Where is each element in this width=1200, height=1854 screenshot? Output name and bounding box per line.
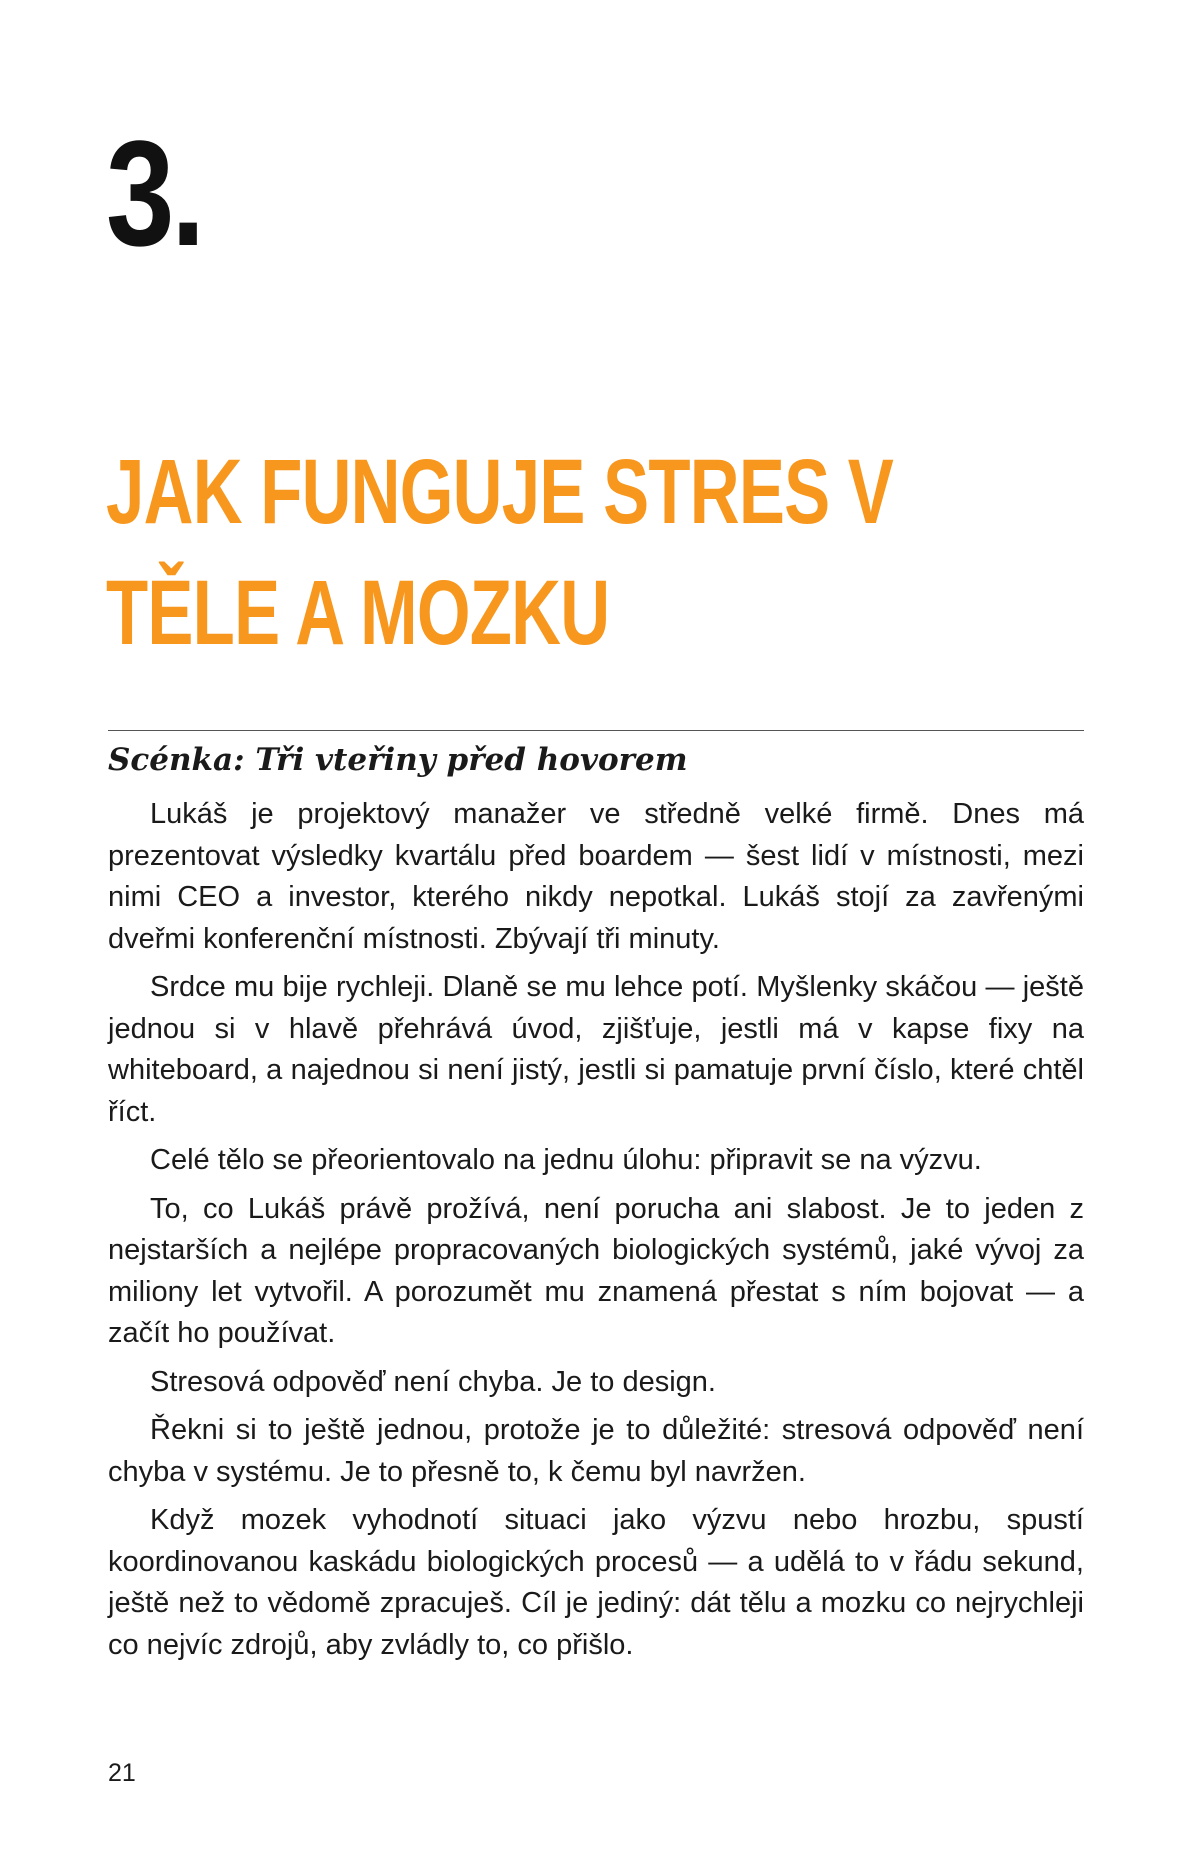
chapter-title-line-2: TĚLE A MOZKU xyxy=(106,562,610,664)
page-number: 21 xyxy=(108,1759,136,1787)
section-divider xyxy=(108,730,1084,731)
paragraph-4: To, co Lukáš právě prožívá, není porucha ani slabost. Je to jeden z nejstarších a nejlépe propracovaných biologických systémů, jaké vývoj za miliony let vytvořil. A porozumět mu znamená přestat s ním bojovat — a začít ho používat. xyxy=(108,1192,1084,1349)
paragraph-1: Lukáš je projektový manažer ve středně velké firmě. Dnes má prezentovat výsledky kvartálu před boardem — šest lidí v místnosti, mezi nimi CEO a investor, kterého nikdy nepotkal. Lukáš stojí za zavřenými dveřmi konferenční místnosti. Zbývají tři minuty. xyxy=(108,798,1084,955)
paragraph-2: Srdce mu bije rychleji. Dlaně se mu lehce potí. Myšlenky skáčou — ještě jednou si v hlavě přehrává úvod, zjišťuje, jestli má v kapse fixy na whiteboard, a najednou si není jistý, jestli si pamatuje první číslo, které chtěl říct. xyxy=(108,971,1084,1128)
chapter-number: 3. xyxy=(106,109,203,277)
chapter-title xyxy=(106,432,1006,674)
paragraph-6: Řekni si to ještě jednou, protože je to důležité: stresová odpověď není chyba v systému. Je to přesně to, k čemu byl navržen. xyxy=(108,1414,1084,1488)
section-heading: Scénka: Tři vteřiny před hovorem xyxy=(108,742,688,778)
chapter-title-line-1: JAK FUNGUJE STRES V xyxy=(106,441,894,543)
paragraph-7: Když mozek vyhodnotí situaci jako výzvu nebo hrozbu, spustí koordinovanou kaskádu biologických procesů — a udělá to v řádu sekund, ještě než to vědomě zpracuješ. Cíl je jediný: dát tělu a mozku co nejrychleji co nejvíc zdrojů, aby zvládly to, co přišlo. xyxy=(108,1504,1084,1661)
paragraph-3: Celé tělo se přeorientovalo na jednu úlohu: připravit se na výzvu. xyxy=(150,1144,982,1176)
chapter-content xyxy=(108,736,1084,1673)
paragraph-5: Stresová odpověď není chyba. Je to design. xyxy=(150,1365,716,1398)
